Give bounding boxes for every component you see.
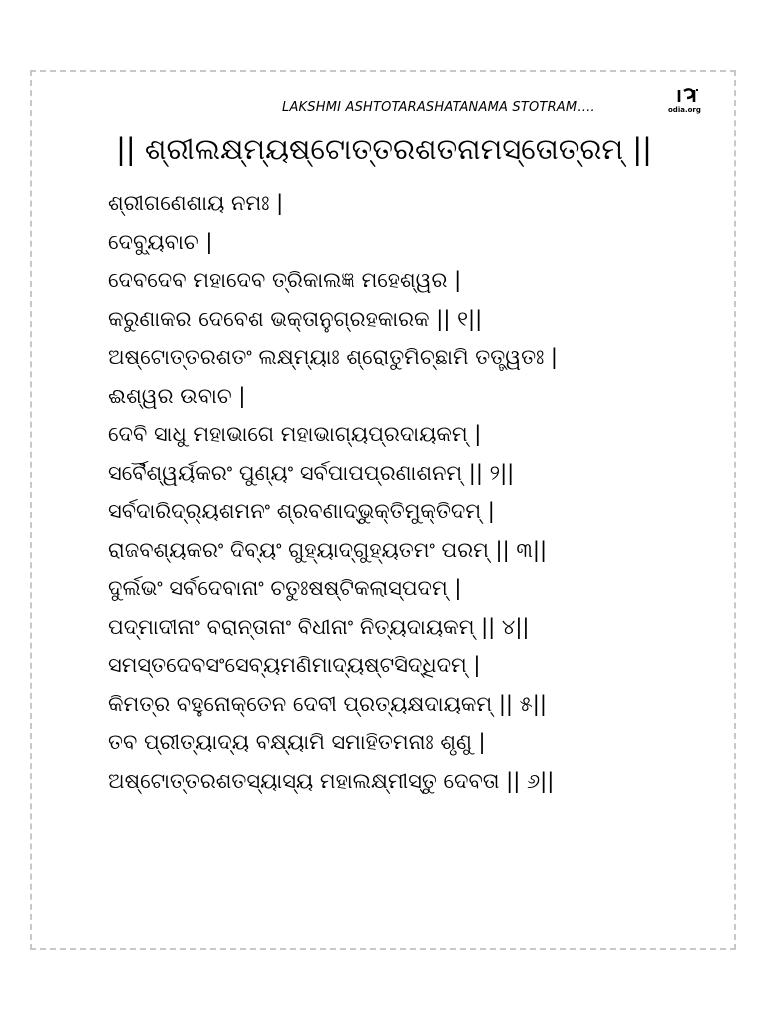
verse-line: କିମତ୍ର ବହୁନୋକ୍ତେନ ଦେବୀ ପ୍ରତ୍ୟକ୍ଷଦାୟକମ୍ || ୫|| [108,691,547,716]
verse-line: ପଦ୍ମାଦୀନାଂ ବରାନ୍ତାନାଂ ବିଧୀନାଂ ନିତ୍ୟଦାୟକମ୍ || ୪|| [108,614,530,639]
verse-line: ଈଶ୍ୱର ଉବାଚ | [108,383,246,408]
header-title: LAKSHMI ASHTOTARASHATANAMA STOTRAM…. [282,100,595,115]
logo-icon [676,86,702,108]
verse-line: ସର୍ବଦାରିଦ୍ର୍ୟଶମନଂ ଶ୍ରବଣାଦ୍ଭୁକ୍ତିମୁକ୍ତିଦମ୍ | [108,499,495,523]
verse-list [108,188,728,804]
verse-line: ଦୁର୍ଲଭଂ ସର୍ବଦେବାନାଂ ଚତୁଃଷଷ୍ଟିକଲାସ୍ପଦମ୍ | [108,576,462,600]
odia-org-logo [668,86,708,122]
verse-line: ଦେବି ସାଧୁ ମହାଭାଗେ ମହାଭାଗ୍ୟପ୍ରଦାୟକମ୍ | [108,422,482,446]
verse-line: ତବ ପ୍ରୀତ୍ୟାଦ୍ୟ ବକ୍ଷ୍ୟାମି ସମାହିତମନାଃ ଶୃଣୁ | [108,730,486,754]
logo-text: odia.org [668,106,701,114]
verse-line: ଦେବ୍ୟୁବାଚ | [108,229,213,254]
verse-line: କରୁଣାକର ଦେବେଶ ଭକ୍ତାନୁଗ୍ରହକାରକ || ୧|| [108,306,483,331]
header [282,100,595,115]
verse-line: ରାଜବଶ୍ୟକରଂ ଦିବ୍ୟଂ ଗୁହ୍ୟାଦ୍ଗୁହ୍ୟତମଂ ପରମ୍ || ୩|| [108,537,548,562]
verse-line: ଶ୍ରୀଗଣେଶାୟ ନମଃ | [108,191,284,215]
verse-line: ଅଷ୍ଟୋତ୍ତରଶତଂ ଲକ୍ଷ୍ମ୍ୟାଃ ଶ୍ରୋତୁମିଚ୍ଛାମି ତତ୍ତ୍ୱତଃ | [108,345,558,369]
verse-line: ଦେବଦେବ ମହାଦେବ ତ୍ରିକାଲଜ୍ଞ ମହେଶ୍ୱର | [108,268,462,292]
verse-line: ସମସ୍ତଦେବସଂସେବ୍ୟମଣିମାଦ୍ୟଷ୍ଟସିଦ୍ଧିଦମ୍ | [108,653,481,677]
verse-line: ସର୍ବୈଶ୍ୱର୍ୟକରଂ ପୁଣ୍ୟଂ ସର୍ବପାପପ୍ରଣାଶନମ୍ || ୨|| [108,460,515,485]
document-title: || ଶ୍ରୀଲକ୍ଷ୍ମ୍ୟଷ୍ଟୋତ୍ତରଶତନାମସ୍ତୋତ୍ରମ୍ || [116,132,652,166]
verse-line: ଅଷ୍ଟୋତ୍ତରଶତସ୍ୟାସ୍ୟ ମହାଲକ୍ଷ୍ମୀସ୍ତୁ ଦେବତା || ୬|| [108,768,555,793]
